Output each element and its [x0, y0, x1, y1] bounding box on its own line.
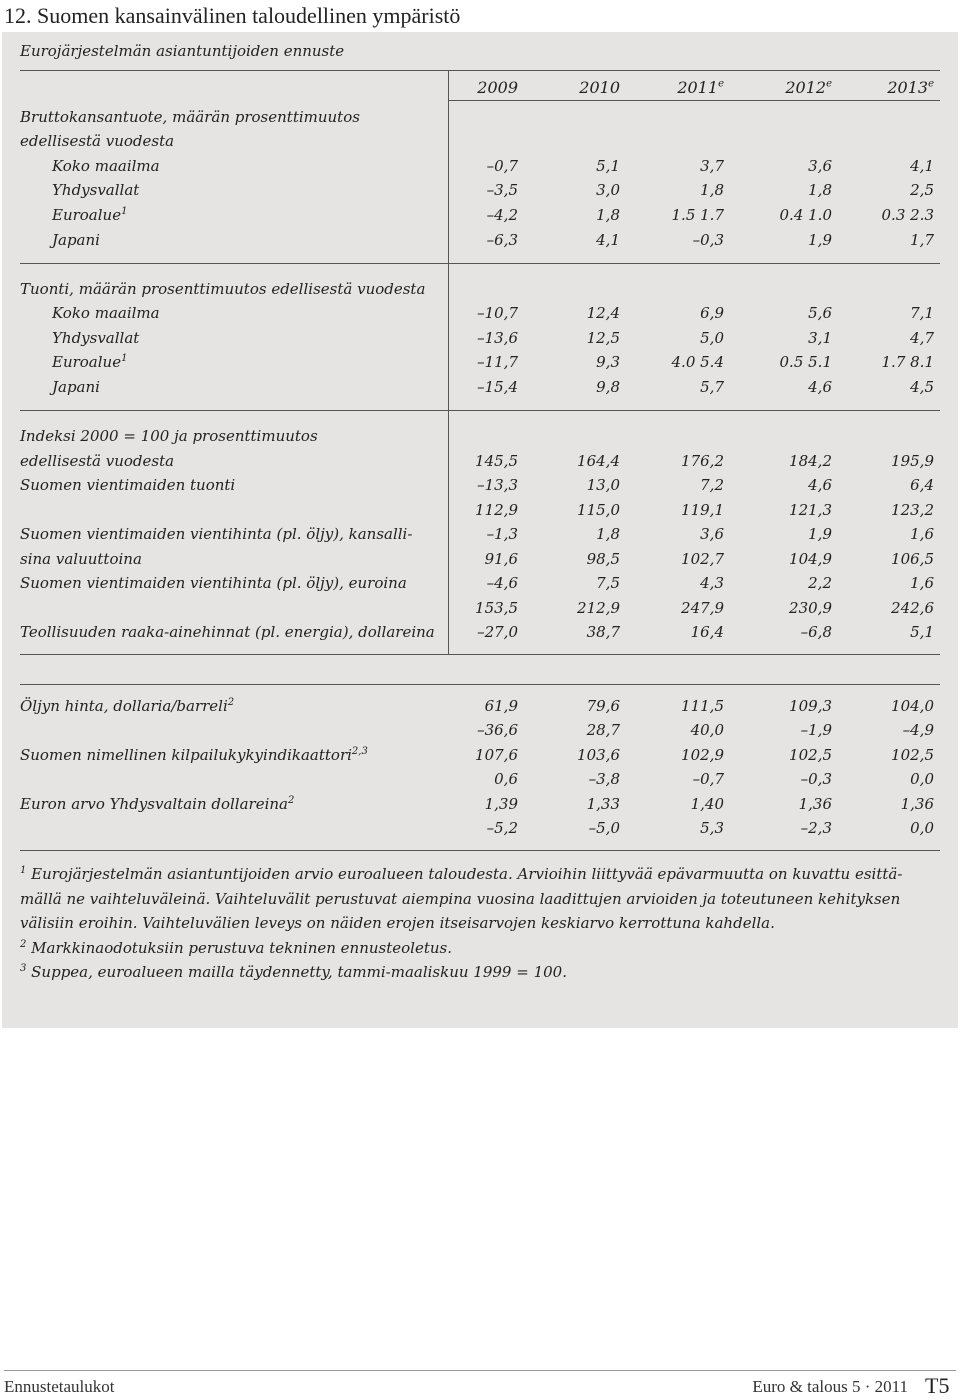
table-row: Euroalue$^1$ –4,2 1,8 1.5 1.7 0.4 1.0 0.3 2.3	[52, 206, 934, 224]
table-row: Japani –6,3 4,1 –0,3 1,9 1,7	[52, 231, 934, 249]
section-rule	[20, 850, 940, 851]
footer-publication: Euro & talous 5 · 2011	[752, 1377, 908, 1396]
footer-rule	[4, 1370, 956, 1371]
section-title: Tuonti, määrän prosenttimuutos edellisestä vuodesta	[20, 280, 426, 298]
table-row: –5,2 –5,0 5,3 –2,3 0,0	[486, 819, 934, 837]
footnote: $^2$ Markkinaodotuksiin perustuva tekninen ennusteoletus.	[20, 939, 452, 957]
section-rule	[20, 410, 940, 411]
table-row: sina valuuttoina 91,6 98,5 102,7 104,9 106,5	[20, 550, 934, 568]
footnote: mällä ne vaihteluväleinä. Vaihteluvälit perustuvat aiempina vuosina laadittujen arvioiden ja toteutuneen kehityksen	[20, 890, 901, 908]
table-subtitle: Eurojärjestelmän asiantuntijoiden ennuste	[20, 42, 345, 60]
table-row: 153,5 212,9 247,9 230,9 242,6	[475, 599, 934, 617]
table-row: Japani –15,4 9,8 5,7 4,6 4,5	[52, 378, 934, 396]
table-row: Yhdysvallat –13,6 12,5 5,0 3,1 4,7	[52, 329, 934, 347]
table-row: Euroalue$^1$ –11,7 9,3 4.0 5.4 0.5 5.1 1.7 8.1	[52, 353, 934, 371]
section-title: Indeksi 2000 = 100 ja prosenttimuutos	[20, 427, 318, 445]
section-rule	[20, 654, 940, 655]
year-header-row	[20, 76, 940, 100]
table-row: edellisestä vuodesta 145,5 164,4 176,2 184,2 195,9	[20, 452, 934, 470]
table-row: Koko maailma –0,7 5,1 3,7 3,6 4,1	[52, 157, 934, 175]
table-row: Suomen vientimaiden tuonti –13,3 13,0 7,2 4,6 6,4	[20, 476, 934, 494]
table-row: Öljyn hinta, dollaria/barreli$^2$ 61,9 79,6 111,5 109,3 104,0	[20, 697, 934, 715]
footnote: välisiin eroihin. Vaihteluvälien leveys on näiden erojen itseisarvojen keskiarvo kerrottuna kahdella.	[20, 914, 775, 932]
table-row: Suomen vientimaiden vientihinta (pl. öljy), euroina –4,6 7,5 4,3 2,2 1,6	[20, 574, 934, 592]
year-2013: 2013e	[887, 78, 934, 97]
page-title: 12. Suomen kansainvälinen taloudellinen ympäristö	[4, 3, 956, 33]
section-title: edellisestä vuodesta	[20, 132, 175, 150]
table-row: Yhdysvallat –3,5 3,0 1,8 1,8 2,5	[52, 181, 934, 199]
year-2012: 2012e	[785, 78, 832, 97]
year-2009: 2009	[477, 78, 518, 97]
table-row: Koko maailma –10,7 12,4 6,9 5,6 7,1	[52, 304, 934, 322]
table-row: Suomen vientimaiden vientihinta (pl. öljy), kansalli- –1,3 1,8 3,6 1,9 1,6	[20, 525, 934, 543]
page-number: T5	[925, 1373, 950, 1398]
header-bottom-rule	[448, 100, 940, 101]
year-2010: 2010	[579, 78, 620, 97]
footnote: $^3$ Suppea, euroalueen mailla täydennetty, tammi-maaliskuu 1999 = 100.	[20, 963, 567, 981]
header-rule	[20, 70, 940, 71]
section-title: Bruttokansantuote, määrän prosenttimuutos	[20, 108, 360, 126]
table-row: Teollisuuden raaka-ainehinnat (pl. energia), dollareina –27,0 38,7 16,4 –6,8 5,1	[20, 623, 934, 641]
table-row: 0,6 –3,8 –0,7 –0,3 0,0	[494, 770, 934, 788]
table-row: –36,6 28,7 40,0 –1,9 –4,9	[477, 721, 934, 739]
section-rule	[20, 263, 940, 264]
footer-section-label: Ennustetaulukot	[4, 1377, 115, 1396]
year-2011: 2011e	[677, 78, 724, 97]
footnote: $^1$ Eurojärjestelmän asiantuntijoiden arvio euroalueen taloudesta. Arvioihin liittyvää epävarmuutta on kuvattu esittä-	[20, 865, 903, 883]
table-row: Euron arvo Yhdysvaltain dollareina$^2$ 1,39 1,33 1,40 1,36 1,36	[20, 795, 934, 813]
section-rule	[20, 684, 940, 685]
table-row: 112,9 115,0 119,1 121,3 123,2	[475, 501, 934, 519]
table-row: Suomen nimellinen kilpailukykyindikaattori$^{2,3}$ 107,6 103,6 102,9 102,5 102,5	[20, 746, 934, 764]
